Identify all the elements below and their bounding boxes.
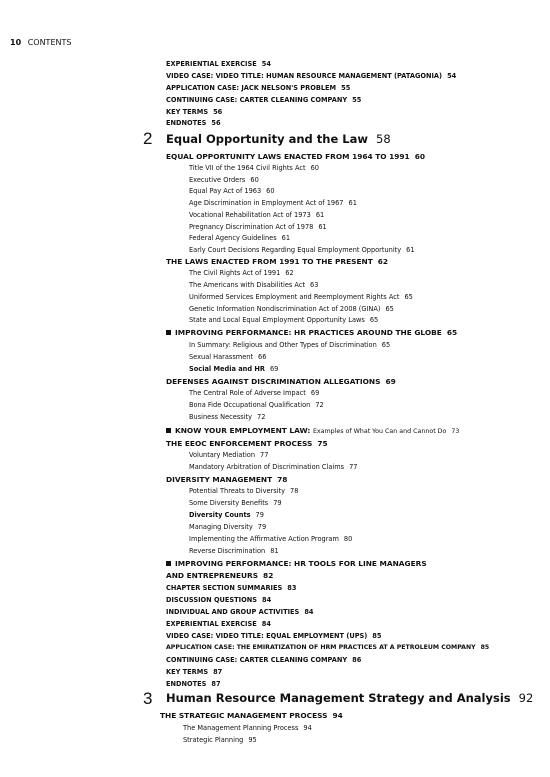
square-bullet-icon (166, 561, 171, 566)
toc-subentry[interactable]: Bona Fide Occupational Qualification 72 (189, 401, 324, 409)
toc-entry[interactable]: KEY TERMS 56 (166, 108, 223, 116)
toc-entry[interactable]: KEY TERMS 87 (166, 668, 223, 676)
square-bullet-icon (166, 428, 171, 433)
toc-entry[interactable]: ENDNOTES 56 (166, 119, 221, 127)
toc-entry[interactable]: APPLICATION CASE: JACK NELSON'S PROBLEM 55 (166, 84, 351, 92)
chapter-number: 2 (143, 129, 153, 148)
toc-subentry[interactable]: Diversity Counts 79 (189, 511, 264, 519)
running-header (10, 38, 71, 47)
toc-subentry[interactable]: Mandatory Arbitration of Discrimination Claims 77 (189, 463, 358, 471)
toc-entry[interactable]: DISCUSSION QUESTIONS 84 (166, 596, 272, 604)
toc-subentry[interactable]: Early Court Decisions Regarding Equal Employment Opportunity 61 (189, 246, 415, 254)
chapter-title[interactable]: Equal Opportunity and the Law 58 (166, 132, 391, 146)
toc-subentry[interactable]: Social Media and HR 69 (189, 365, 279, 373)
toc-subentry[interactable]: Implementing the Affirmative Action Program 80 (189, 535, 353, 543)
toc-entry[interactable]: APPLICATION CASE: THE EMIRATIZATION OF HRM PRACTICES AT A PETROLEUM COMPANY 85 (166, 644, 490, 651)
toc-subentry[interactable]: Title VII of the 1964 Civil Rights Act 60 (189, 164, 319, 172)
toc-subentry[interactable]: In Summary: Religious and Other Types of Discrimination 65 (189, 341, 391, 349)
toc-subentry[interactable]: Vocational Rehabilitation Act of 1973 61 (189, 211, 325, 219)
toc-subentry[interactable]: Reverse Discrimination 81 (189, 547, 279, 555)
toc-subentry[interactable]: Some Diversity Benefits 79 (189, 499, 282, 507)
running-header-label: CONTENTS (27, 38, 72, 47)
toc-entry[interactable]: ENDNOTES 87 (166, 680, 221, 688)
toc-entry[interactable]: CONTINUING CASE: CARTER CLEANING COMPANY 86 (166, 656, 362, 664)
toc-section[interactable]: KNOW YOUR EMPLOYMENT LAW: Examples of What You Can and Cannot Do 73 (166, 427, 459, 435)
toc-section[interactable]: IMPROVING PERFORMANCE: HR PRACTICES AROUND THE GLOBE 65 (166, 329, 457, 336)
toc-subentry[interactable]: Uniformed Services Employment and Reemployment Rights Act 65 (189, 293, 413, 301)
toc-subentry[interactable]: State and Local Equal Employment Opportunity Laws 65 (189, 316, 379, 324)
toc-entry[interactable]: VIDEO CASE: VIDEO TITLE: EQUAL EMPLOYMENT (UPS) 85 (166, 632, 382, 640)
toc-section[interactable]: EQUAL OPPORTUNITY LAWS ENACTED FROM 1964 TO 1991 60 (166, 152, 425, 161)
toc-entry[interactable]: EXPERIENTIAL EXERCISE 84 (166, 620, 271, 628)
toc-entry[interactable]: VIDEO CASE: VIDEO TITLE: HUMAN RESOURCE MANAGEMENT (PATAGONIA) 54 (166, 72, 457, 80)
toc-subentry[interactable]: The Americans with Disabilities Act 63 (189, 281, 319, 289)
toc-subentry[interactable]: The Management Planning Process 94 (183, 724, 312, 732)
toc-subentry[interactable]: Sexual Harassment 66 (189, 353, 267, 361)
toc-subentry[interactable]: Managing Diversity 79 (189, 523, 267, 531)
chapter-number: 3 (143, 689, 153, 708)
toc-section[interactable]: DIVERSITY MANAGEMENT 78 (166, 475, 288, 484)
toc-section[interactable]: THE EEOC ENFORCEMENT PROCESS 75 (166, 439, 328, 448)
toc-section[interactable]: DEFENSES AGAINST DISCRIMINATION ALLEGATIONS 69 (166, 377, 396, 386)
toc-subentry[interactable]: Business Necessity 72 (189, 413, 266, 421)
toc-subentry[interactable]: Executive Orders 60 (189, 176, 259, 184)
page-number: 10 (10, 38, 22, 47)
toc-entry[interactable]: EXPERIENTIAL EXERCISE 54 (166, 60, 271, 68)
toc-entry[interactable]: CHAPTER SECTION SUMMARIES 83 (166, 584, 297, 592)
chapter-title[interactable]: Human Resource Management Strategy and Analysis 92 (166, 691, 534, 705)
toc-subentry[interactable]: Strategic Planning 95 (183, 736, 257, 744)
toc-entry[interactable]: CONTINUING CASE: CARTER CLEANING COMPANY 55 (166, 96, 362, 104)
toc-subentry[interactable]: Age Discrimination in Employment Act of 1967 61 (189, 199, 357, 207)
square-bullet-icon (166, 330, 171, 335)
toc-subentry[interactable]: Equal Pay Act of 1963 60 (189, 187, 275, 195)
toc-subentry[interactable]: Federal Agency Guidelines 61 (189, 234, 291, 242)
toc-subentry[interactable]: The Civil Rights Act of 1991 62 (189, 269, 294, 277)
toc-entry[interactable]: INDIVIDUAL AND GROUP ACTIVITIES 84 (166, 608, 314, 616)
toc-section[interactable]: IMPROVING PERFORMANCE: HR TOOLS FOR LINE MANAGERS (166, 560, 427, 567)
toc-section[interactable]: THE LAWS ENACTED FROM 1991 TO THE PRESENT 62 (166, 257, 389, 266)
toc-section[interactable]: THE STRATEGIC MANAGEMENT PROCESS 94 (160, 711, 343, 720)
toc-subentry[interactable]: Pregnancy Discrimination Act of 1978 61 (189, 223, 327, 231)
toc-subentry[interactable]: Potential Threats to Diversity 78 (189, 487, 299, 495)
toc-subentry[interactable]: The Central Role of Adverse Impact 69 (189, 389, 320, 397)
toc-section-continued[interactable]: AND ENTREPRENEURS 82 (166, 571, 274, 580)
toc-subentry[interactable]: Genetic Information Nondiscrimination Act of 2008 (GINA) 65 (189, 305, 394, 313)
toc-subentry[interactable]: Voluntary Mediation 77 (189, 451, 269, 459)
